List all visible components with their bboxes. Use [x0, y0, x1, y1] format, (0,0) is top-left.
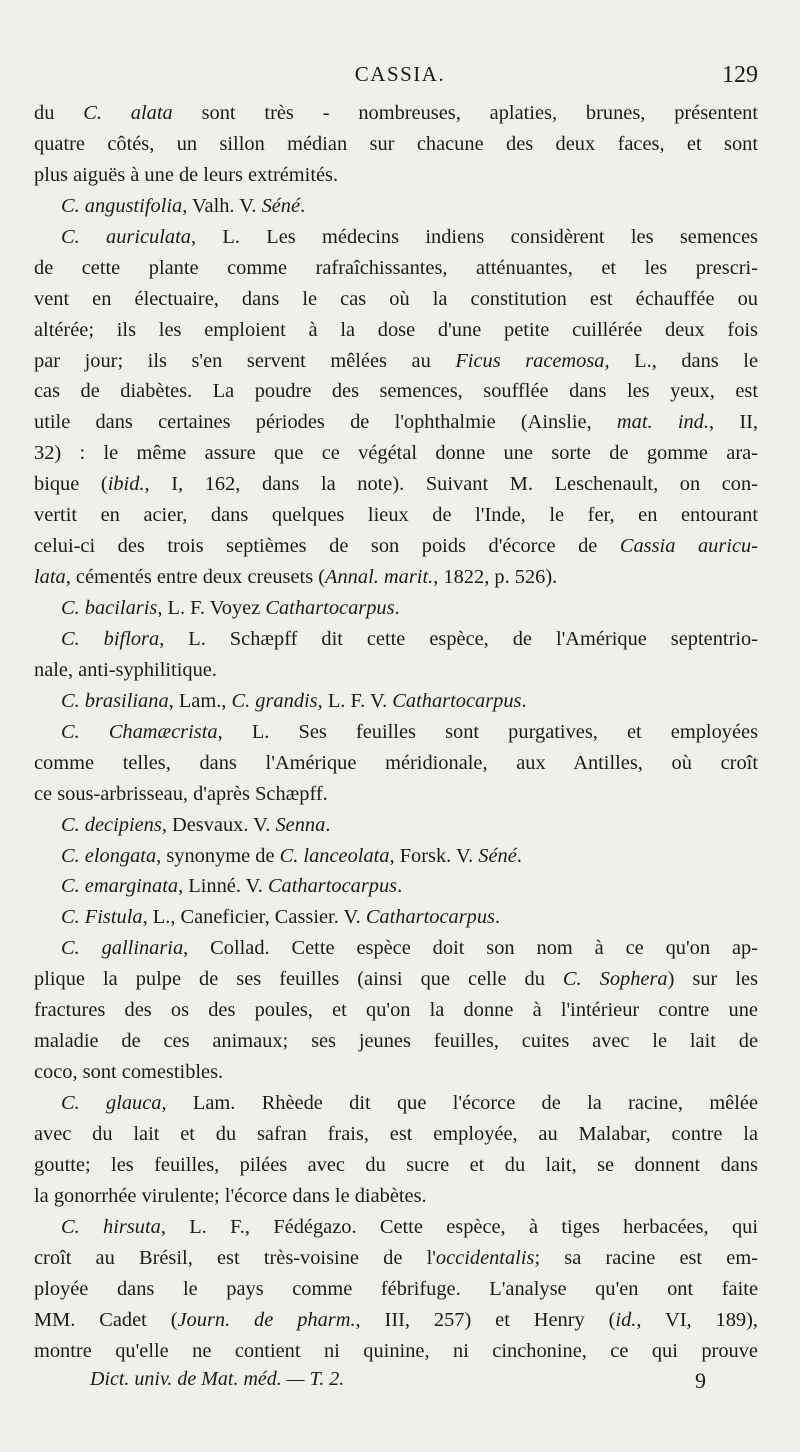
text-segment: , III, 257) et Henry (: [355, 1308, 616, 1331]
text-segment: vent en électuaire, dans le cas où la constitution est échauffée ou: [34, 287, 758, 310]
text-line: [34, 531, 758, 562]
italic-text: C. auriculata: [61, 225, 191, 248]
text-segment: goutte; les feuilles, pilées avec du sucre et du lait, se donnent dans: [34, 1153, 758, 1176]
italic-text: Cassia auricu-: [619, 535, 758, 558]
text-segment: , Lam. Rhèede dit que l'écorce de la racine, mêlée: [161, 1092, 758, 1114]
text-segment: , cémentés entre deux creusets (: [65, 566, 326, 589]
text-line: [34, 346, 758, 377]
text-segment: , I, 162, dans la note). Suivant M. Leschenault, on con-: [144, 473, 758, 496]
text-line: [34, 407, 758, 438]
italic-text: Journ. de pharm.: [177, 1308, 356, 1331]
text-segment: , synonyme de: [156, 844, 280, 867]
text-line: [34, 1212, 758, 1243]
text-segment: .: [516, 844, 522, 867]
italic-text: ibid.: [107, 473, 145, 496]
text-segment: .: [494, 906, 501, 929]
text-segment: plus aiguës à une de leurs extrémités.: [34, 163, 339, 186]
text-segment: montre qu'elle ne contient ni quinine, ni cinchonine, ce qui prouve: [34, 1339, 758, 1362]
text-line: [34, 779, 758, 810]
text-line: [34, 655, 758, 686]
text-segment: , L. F. V.: [317, 689, 393, 712]
page-header: [36, 60, 764, 96]
text-segment: ) sur les: [667, 968, 758, 991]
text-segment: , L. F. Voyez: [157, 597, 266, 619]
text-segment: 32) : le même assure que ce végétal donne une sorte de gomme ara-: [34, 442, 758, 465]
italic-text: C. gallinaria: [61, 937, 184, 960]
italic-text: Ficus racemosa: [455, 349, 605, 372]
text-line: [34, 469, 758, 500]
italic-text: C. elongata: [61, 844, 157, 867]
text-segment: , Valh. V.: [182, 194, 262, 217]
text-line: [34, 810, 758, 841]
italic-text: Séné: [261, 194, 301, 217]
body-text: [34, 98, 758, 1366]
italic-text: id.: [615, 1308, 637, 1331]
text-line: [34, 376, 758, 407]
italic-text: C. angustifolia: [61, 194, 183, 217]
text-segment: .: [397, 875, 403, 898]
italic-text: C. lanceolata: [279, 844, 390, 867]
text-line: [34, 315, 758, 346]
text-segment: fractures des os des poules, et qu'on la donne à l'intérieur contre une: [34, 999, 758, 1022]
italic-text: C. Chamæcrista: [61, 720, 218, 743]
text-segment: , Linné. V.: [178, 875, 268, 898]
text-segment: croît au Brésil, est très-voisine de l': [34, 1246, 436, 1269]
text-segment: sont très - nombreuses, aplaties, brunes, présentent: [172, 102, 758, 124]
text-segment: , Desvaux. V.: [161, 813, 276, 836]
text-line: [34, 1336, 758, 1367]
text-segment: , L., Caneficier, Cassier. V.: [142, 906, 366, 929]
text-line: [34, 1305, 758, 1336]
text-line: [34, 438, 758, 469]
text-line: [34, 500, 758, 531]
text-segment: vertit en acier, dans quelques lieux de l'Inde, le fer, en entourant: [34, 504, 758, 527]
text-line: [34, 748, 758, 779]
text-line: [34, 933, 758, 964]
italic-text: C. hirsuta: [61, 1215, 161, 1238]
text-segment: de cette plante comme rafraîchissantes, atténuantes, et les prescri-: [34, 256, 758, 279]
text-segment: altérée; ils les emploient à la dose d'une petite cuillérée deux fois: [34, 318, 758, 341]
text-segment: nale, anti-syphilitique.: [34, 658, 217, 681]
page-number: 129: [722, 62, 758, 88]
italic-text: C. decipiens: [61, 813, 162, 836]
text-segment: .: [325, 813, 331, 836]
text-segment: , L. Schæpff dit cette espèce, de l'Amérique septentrio-: [159, 627, 758, 650]
text-line: [34, 964, 758, 995]
text-line: [34, 624, 758, 655]
text-segment: ployée dans le pays comme fébrifuge. L'analyse qu'en ont faite: [34, 1277, 758, 1300]
text-line: [34, 1274, 758, 1305]
italic-text: Cathartocarpus: [267, 875, 398, 898]
italic-text: C. biflora: [61, 627, 160, 650]
page-footer: [90, 1368, 710, 1402]
text-segment: , L. Ses feuilles sont purgatives, et employées: [217, 720, 758, 743]
text-segment: ce sous-arbrisseau, d'après Schæpff.: [34, 782, 328, 805]
text-line: [34, 129, 758, 160]
text-line: [34, 98, 758, 129]
running-head: CASSIA.: [354, 62, 446, 86]
text-line: [34, 1119, 758, 1150]
italic-text: C. glauca: [61, 1092, 162, 1114]
text-line: [34, 284, 758, 315]
text-line: [34, 686, 758, 717]
text-segment: , L., dans le: [604, 349, 758, 372]
text-segment: maladie de ces animaux; ses jeunes feuilles, cuites avec le lait de: [34, 1030, 758, 1053]
text-segment: , VI, 189),: [636, 1308, 758, 1331]
italic-text: Séné: [478, 844, 517, 867]
italic-text: Annal. marit.: [325, 566, 434, 589]
text-segment: la gonorrhée virulente; l'écorce dans le diabètes.: [34, 1184, 427, 1207]
italic-text: Cathartocarpus: [265, 597, 395, 619]
text-line: [34, 1243, 758, 1274]
text-line: [34, 902, 758, 933]
text-segment: bique (: [34, 473, 108, 496]
italic-text: C. Fistula: [61, 906, 143, 929]
italic-text: Cathartocarpus: [392, 689, 522, 712]
text-segment: plique la pulpe de ses feuilles (ainsi que celle du: [34, 968, 563, 991]
italic-text: C. bacilaris: [61, 597, 158, 619]
text-segment: coco, sont comestibles.: [34, 1061, 224, 1084]
text-line: [34, 222, 758, 253]
italic-text: Senna: [275, 813, 326, 836]
text-segment: MM. Cadet (: [34, 1308, 178, 1331]
text-line: [34, 593, 758, 624]
signature-number: 9: [695, 1368, 706, 1393]
text-segment: utile dans certaines périodes de l'ophthalmie (Ainslie,: [34, 411, 617, 434]
text-segment: .: [521, 689, 527, 712]
text-line: [34, 995, 758, 1026]
text-segment: quatre côtés, un sillon médian sur chacune des deux faces, et sont: [34, 132, 758, 155]
text-segment: , Lam.,: [168, 689, 232, 712]
italic-text: Cathartocarpus: [365, 906, 495, 929]
text-segment: .: [300, 194, 306, 217]
text-line: [34, 717, 758, 748]
text-line: [34, 1026, 758, 1057]
text-line: [34, 841, 758, 872]
italic-text: occidentalis: [435, 1246, 535, 1269]
text-segment: , L. Les médecins indiens considèrent les semences: [190, 225, 758, 248]
text-segment: celui-ci des trois septièmes de son poids d'écorce de: [34, 535, 620, 558]
italic-text: C. grandis: [231, 689, 318, 712]
italic-text: lata: [34, 566, 66, 589]
text-segment: , Collad. Cette espèce doit son nom à ce qu'on ap-: [183, 937, 758, 960]
text-segment: , 1822, p. 526).: [433, 566, 558, 589]
text-segment: ; sa racine est em-: [534, 1246, 758, 1269]
text-segment: , L. F., Fédégazo. Cette espèce, à tiges herbacées, qui: [160, 1215, 758, 1238]
text-segment: comme telles, dans l'Amérique méridionale, aux Antilles, où croît: [34, 751, 758, 774]
text-line: [34, 1057, 758, 1088]
text-segment: par jour; ils s'en servent mêlées au: [34, 349, 456, 372]
italic-text: C. brasiliana: [61, 689, 169, 712]
text-line: [34, 1088, 758, 1119]
printer-signature: Dict. univ. de Mat. méd. — T. 2.: [90, 1368, 345, 1390]
text-line: [34, 1181, 758, 1212]
italic-text: mat. ind.: [616, 411, 709, 434]
text-segment: du: [34, 102, 84, 124]
text-line: [34, 191, 758, 222]
italic-text: C. emarginata: [61, 875, 179, 898]
text-line: [34, 871, 758, 902]
text-segment: avec du lait et du safran frais, est employée, au Malabar, contre la: [34, 1122, 758, 1145]
text-segment: cas de diabètes. La poudre des semences, soufflée dans les yeux, est: [34, 380, 758, 403]
italic-text: C. Sophera: [562, 968, 668, 991]
text-line: [34, 562, 758, 593]
text-line: [34, 160, 758, 191]
italic-text: C. alata: [83, 102, 173, 124]
text-segment: , Forsk. V.: [389, 844, 479, 867]
text-line: [34, 1150, 758, 1181]
text-line: [34, 253, 758, 284]
text-segment: .: [394, 597, 400, 619]
text-segment: , II,: [708, 411, 758, 434]
